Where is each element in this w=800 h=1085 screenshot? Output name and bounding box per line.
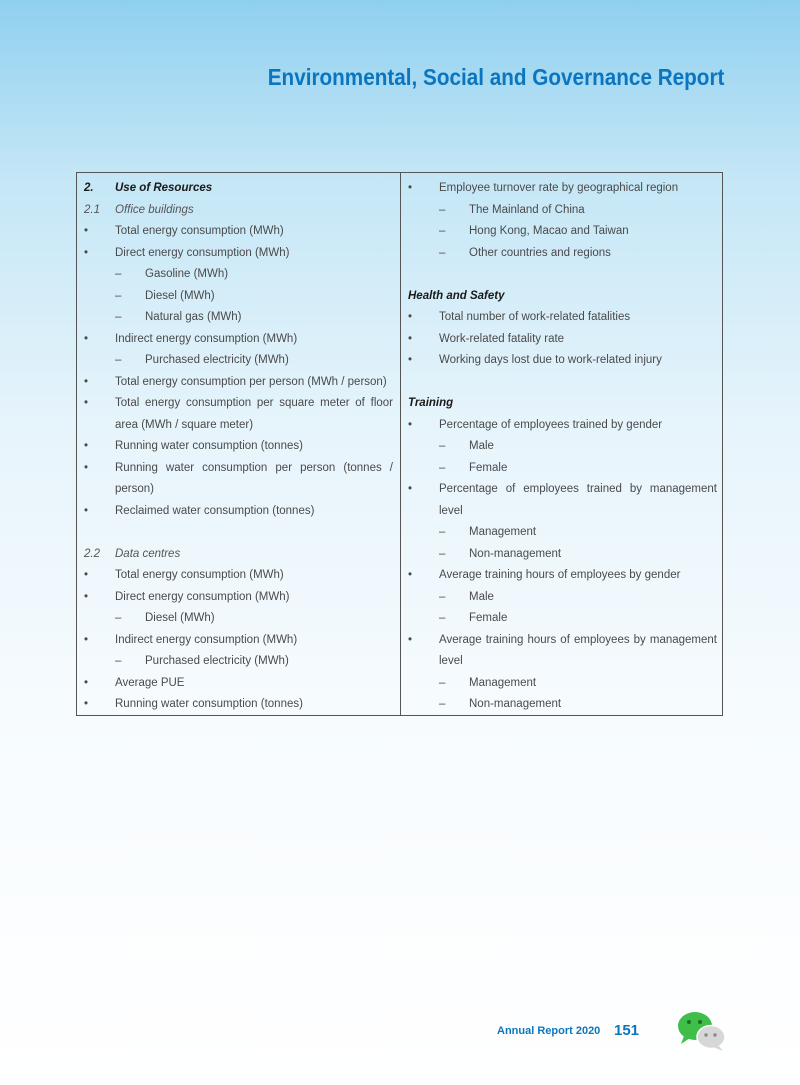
item-text: Average training hours of employees by gender xyxy=(439,569,681,581)
subsection-heading xyxy=(77,200,400,222)
bullet: • xyxy=(84,590,89,603)
list-item xyxy=(77,458,400,480)
list-item xyxy=(77,243,400,265)
item-text: Total energy consumption (MWh) xyxy=(115,225,284,237)
item-text: person) xyxy=(115,483,154,495)
bullet: • xyxy=(84,440,89,452)
section-title: Training xyxy=(408,397,454,409)
item-text: Hong Kong, Macao and Taiwan xyxy=(469,225,629,237)
item-text: Running water consumption (tonnes) xyxy=(115,440,303,452)
list-item xyxy=(77,694,400,716)
item-text: Total energy consumption (MWh) xyxy=(115,569,284,581)
item-text: Running water consumption per person (tonnes / xyxy=(115,461,393,474)
subsection-heading xyxy=(77,544,400,566)
dash: – xyxy=(439,526,446,538)
list-item xyxy=(77,329,400,351)
item-text: Work-related fatality rate xyxy=(439,332,565,345)
sub-list-item xyxy=(77,307,400,329)
item-text: Indirect energy consumption (MWh) xyxy=(115,633,298,646)
item-text: Management xyxy=(469,676,537,689)
dash: – xyxy=(115,612,122,624)
bullet: • xyxy=(408,418,413,431)
item-text: Percentage of employees trained by management xyxy=(439,483,717,495)
sub-list-item xyxy=(77,264,400,286)
item-text: Direct energy consumption (MWh) xyxy=(115,590,290,603)
dash: – xyxy=(115,289,122,302)
page-number: 151 xyxy=(614,1022,640,1039)
item-text: Average training hours of employees by management xyxy=(439,633,717,646)
item-text: Female xyxy=(469,612,508,624)
list-item-continuation xyxy=(77,415,400,437)
sub-list-item xyxy=(77,286,400,308)
sub-list-item xyxy=(401,221,722,243)
item-text: Indirect energy consumption (MWh) xyxy=(115,332,298,345)
bullet: • xyxy=(84,225,89,237)
item-text: level xyxy=(439,655,463,667)
item-text: Female xyxy=(469,461,508,474)
bullet: • xyxy=(84,676,89,689)
sub-list-item xyxy=(77,608,400,630)
dash: – xyxy=(439,246,446,259)
bullet: • xyxy=(408,569,413,581)
item-text: Average PUE xyxy=(115,676,185,689)
bullet: • xyxy=(84,246,89,259)
item-text: Management xyxy=(469,526,537,538)
dash: – xyxy=(439,547,446,560)
dash: – xyxy=(115,268,122,280)
item-text: Purchased electricity (MWh) xyxy=(145,655,289,667)
list-item xyxy=(77,501,400,523)
bullet: • xyxy=(84,375,89,388)
chat-bubbles-icon xyxy=(676,1010,726,1052)
green-bubble-eye-left xyxy=(687,1020,691,1024)
dash: – xyxy=(115,311,122,323)
green-bubble-eye-right xyxy=(698,1020,702,1024)
item-text: Gasoline (MWh) xyxy=(145,268,229,280)
item-text: Male xyxy=(469,590,494,603)
list-item xyxy=(77,436,400,458)
spacer xyxy=(401,372,722,394)
bullet: • xyxy=(84,504,89,517)
section-number: 2. xyxy=(84,182,94,194)
sub-list-item xyxy=(401,243,722,265)
item-text: Employee turnover rate by geographical region xyxy=(439,182,679,194)
bullet: • xyxy=(84,461,89,474)
list-item-continuation xyxy=(401,651,722,673)
grey-bubble xyxy=(697,1026,725,1049)
sub-list-item xyxy=(401,436,722,458)
dash: – xyxy=(115,655,122,667)
sub-list-item xyxy=(401,608,722,630)
item-text: Total number of work-related fatalities xyxy=(439,311,631,323)
item-text: Diesel (MWh) xyxy=(145,289,215,302)
list-item xyxy=(401,350,722,372)
training-heading xyxy=(401,393,722,415)
bullet: • xyxy=(408,182,413,194)
dash: – xyxy=(439,612,446,624)
list-item xyxy=(77,630,400,652)
grey-bubble-eye-right xyxy=(713,1033,716,1036)
sub-list-item xyxy=(77,350,400,372)
bullet: • xyxy=(408,633,413,646)
dash: – xyxy=(439,676,446,689)
list-item xyxy=(401,565,722,587)
section-heading xyxy=(77,178,400,200)
item-text: Diesel (MWh) xyxy=(145,612,215,624)
subsection-number: 2.1 xyxy=(84,203,100,216)
kpi-table xyxy=(76,172,723,716)
page-title: Environmental, Social and Governance Report xyxy=(267,64,724,90)
sub-list-item xyxy=(401,544,722,566)
sub-list-item xyxy=(401,694,722,716)
bullet: • xyxy=(408,311,413,323)
spacer xyxy=(77,522,400,544)
list-item xyxy=(77,565,400,587)
list-item xyxy=(77,673,400,695)
sub-list-item xyxy=(401,673,722,695)
list-item xyxy=(77,587,400,609)
bullet: • xyxy=(84,397,89,409)
list-item xyxy=(401,178,722,200)
list-item xyxy=(401,307,722,329)
item-text: Direct energy consumption (MWh) xyxy=(115,246,290,259)
section-title: Use of Resources xyxy=(115,182,213,194)
bullet: • xyxy=(408,354,413,366)
health-safety-heading xyxy=(401,286,722,308)
item-text: The Mainland of China xyxy=(469,203,585,216)
sub-list-item xyxy=(77,651,400,673)
list-item xyxy=(77,372,400,394)
item-text: Natural gas (MWh) xyxy=(145,311,242,323)
dash: – xyxy=(439,698,446,710)
subsection-title: Office buildings xyxy=(115,203,194,216)
dash: – xyxy=(439,440,446,452)
dash: – xyxy=(439,590,446,603)
item-text: Purchased electricity (MWh) xyxy=(145,354,289,366)
item-text: Non-management xyxy=(469,547,562,560)
bullet: • xyxy=(84,698,89,710)
item-text: Total energy consumption per person (MWh / person) xyxy=(115,375,387,388)
item-text: level xyxy=(439,504,463,517)
item-text: Working days lost due to work-related injury xyxy=(439,354,662,366)
bullet: • xyxy=(84,633,89,646)
bullet: • xyxy=(408,483,413,495)
item-text: Non-management xyxy=(469,698,562,710)
sub-list-item xyxy=(401,458,722,480)
dash: – xyxy=(439,225,446,237)
list-item-continuation xyxy=(401,501,722,523)
sub-list-item xyxy=(401,200,722,222)
list-item xyxy=(401,329,722,351)
list-item xyxy=(77,393,400,415)
bullet: • xyxy=(408,332,413,345)
dash: – xyxy=(439,203,446,216)
subsection-title: Data centres xyxy=(115,547,181,560)
dash: – xyxy=(115,354,122,366)
sub-list-item xyxy=(401,587,722,609)
list-item xyxy=(77,221,400,243)
dash: – xyxy=(439,461,446,474)
spacer xyxy=(401,264,722,286)
bullet: • xyxy=(84,332,89,345)
footer-report-label: Annual Report 2020 xyxy=(497,1025,601,1037)
left-column xyxy=(77,173,401,715)
right-column xyxy=(401,173,722,715)
sub-list-item xyxy=(401,522,722,544)
bullet: • xyxy=(84,569,89,581)
list-item xyxy=(401,630,722,652)
item-text: Running water consumption (tonnes) xyxy=(115,698,303,710)
subsection-number: 2.2 xyxy=(84,547,100,560)
section-title: Health and Safety xyxy=(408,289,505,302)
item-text: Other countries and regions xyxy=(469,246,611,259)
item-text: area (MWh / square meter) xyxy=(115,418,254,431)
list-item xyxy=(401,415,722,437)
item-text: Reclaimed water consumption (tonnes) xyxy=(115,504,315,517)
list-item-continuation xyxy=(77,479,400,501)
item-text: Total energy consumption per square meter of floor xyxy=(115,397,393,409)
item-text: Male xyxy=(469,440,494,452)
item-text: Percentage of employees trained by gender xyxy=(439,418,663,431)
grey-bubble-eye-left xyxy=(704,1033,707,1036)
list-item xyxy=(401,479,722,501)
